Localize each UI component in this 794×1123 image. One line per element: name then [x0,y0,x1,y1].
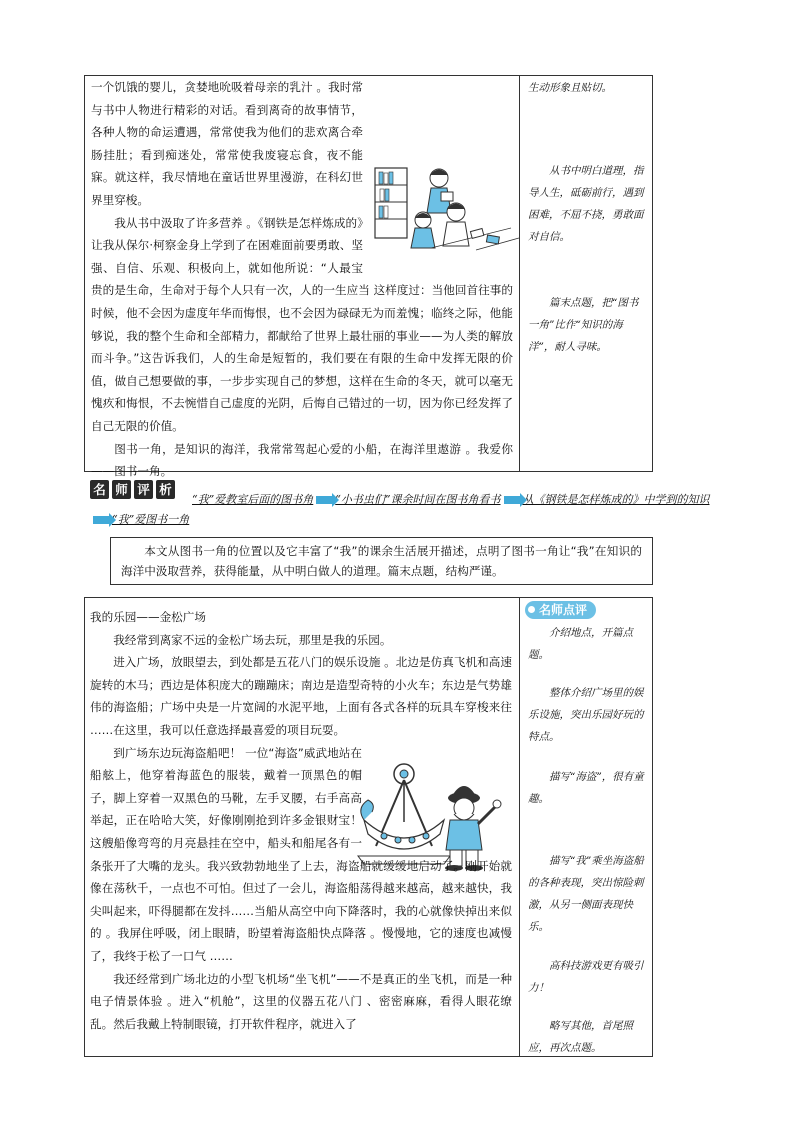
article1-text [91,76,513,483]
badge-char: 评 [134,480,153,499]
flow-step: “我”爱图书一角 [112,513,190,526]
analysis-flow [90,490,710,530]
article2-note-4: 描写“我”乘坐海盗船的各种表现，突出惊险刺激，从另一侧面表现快乐。 [528,855,644,933]
article1-note-1: 生动形象且贴切。 [528,82,612,94]
article1-box [84,75,653,479]
flow-step: “小书虫们”课余时间在图书角看书 [335,493,501,506]
article1-divider [519,76,520,471]
paragraph: 我从书中汲取了许多营养 。《钢铁是怎样炼成的》让我从保尔·柯察金身上学到了在困难面前要勇敢、坚强、自信、乐观、积极向上，就如他所说：“人最宝贵的是生命，生命对于每个人只有一次，人的一生应当 这样度过：当他回首往事的时候，他不会因为虚度年华而悔恨，也不会因为碌碌无为而羞愧；临终之际，他能够说，我的整个生命和全部精力，都献给了世界上最壮丽的事业——为人类的解放而斗争。”这告诉我们，人的生命是短暂的，我们要在有限的生命中发挥无限的价值，做自己想要做的事，一步步实现自己的梦想，这样在生命的冬天，就可以毫无愧疚和悔恨，不去惋惜自己虚度的光阴，后悔自己错过的一切，因为你已经发挥了自己无限的价值。 [91,215,513,433]
article2-note-3: 描写“海盗”，很有童趣。 [528,771,644,805]
paragraph: 一个饥饿的婴儿，贪婪地吮吸着母亲的乳汁 。我时常与书中人物进行精彩的对话。看到离奇的故事情节，各种人物的命运遭遇，常常使我为他们的悲欢离合牵肠挂肚；看到痴迷处，常常使我废寝忘食，夜不能寐。就这样，我尽情地在童话世界里漫游，在科幻世界里穿梭。 [91,80,363,207]
arrow-icon [504,496,520,504]
article2-note-5: 高科技游戏更有吸引力！ [528,960,644,994]
badge-char: 析 [156,480,175,499]
paragraph: 我经常到离家不远的金松广场去玩，那里是我的乐园。 [113,632,392,647]
article2-note-6: 略写其他，首尾照应，再次点题。 [528,1020,633,1054]
article2-note-2: 整体介绍广场里的娱乐设施，突出乐园好玩的特点。 [528,687,644,743]
article1-note-3: 篇末点题，把“图书一角”比作“知识的海洋”，耐人寻味。 [528,297,639,353]
article1-note-2: 从书中明白道理，指导人生，砥砺前行，遇到困难，不屈不挠，勇敢面对自信。 [528,165,644,243]
flow-step: “我”爱教室后面的图书角 [192,493,314,506]
badge-char: 师 [112,480,131,499]
flow-step: 从《钢铁是怎样炼成的》中学到的知识 [522,493,710,506]
arrow-icon [316,496,332,504]
paragraph: 到广场东边玩海盗船吧！ 一位“海盗”威武地站在船舷上，他穿着海蓝色的服装，戴着一顶黑色的帽子，脚上穿着一双黑色的马靴，左手叉腰，右手高高举起，正在哈哈大笑，好像刚刚抢到许多金银财宝！这艘船像弯弯的月亮悬挂在空中，船头和船尾各有一条张开了大嘴的龙头。我兴致勃勃地坐了上去，海盗船就缓缓地启动了。刚开始就像在荡秋千，一点也不可怕。但过了一会儿，海盗船荡得越来越高，越来越快，我尖叫起来，吓得腿都在发抖……当船从高空中向下降落时，我的心就像快掉出来似的 。我屏住呼吸，闭上眼睛，盼望着海盗船快点降落 。慢慢地，它的速度也减慢了，我终于松了一口气 …… [90,745,512,963]
analysis-summary: 本文从图书一角的位置以及它丰富了“我”的课余生活展开描述，点明了图书一角让“我”在知识的海洋中汲取营养，获得能量，从中明白做人的道理。篇末点题，结构严谨。 [110,537,653,585]
teacher-comment-label: 名师点评 [525,601,596,619]
paragraph: 我还经常到广场北边的小型飞机场“坐飞机”——不是真正的坐飞机，而是一种电子情景体验 。进入“机舱”，这里的仪器五花八门 、密密麻麻，看得人眼花缭乱。然后我戴上特制眼镜，打开软件程序，就进入了 [90,971,512,1031]
article2-note-1: 介绍地点，开篇点题。 [528,627,633,661]
arrow-icon [93,516,109,524]
badge-char: 名 [90,480,109,499]
illustration-spacer [362,742,512,854]
article-title: 我的乐园——金松广场 [90,610,206,624]
paragraph: 进入广场，放眼望去，到处都是五花八门的娱乐设施 。北边是仿真飞机和高速旋转的木马；西边是体积庞大的蹦蹦床；南边是造型奇特的小火车；东边是气势雄伟的海盗船；广场中央是一片宽阔的水泥平地，上面有各式各样的玩具车穿梭来往 ……在这里，我可以任意选择最喜爱的项目玩耍。 [90,655,512,737]
article2-text [90,606,512,1035]
illustration-spacer [363,148,513,258]
article2-divider [519,598,520,1056]
paragraph: 图书一角，是知识的海洋，我常常驾起心爱的小船，在海洋里遨游 。我爱你——图书一角。 [91,441,513,479]
